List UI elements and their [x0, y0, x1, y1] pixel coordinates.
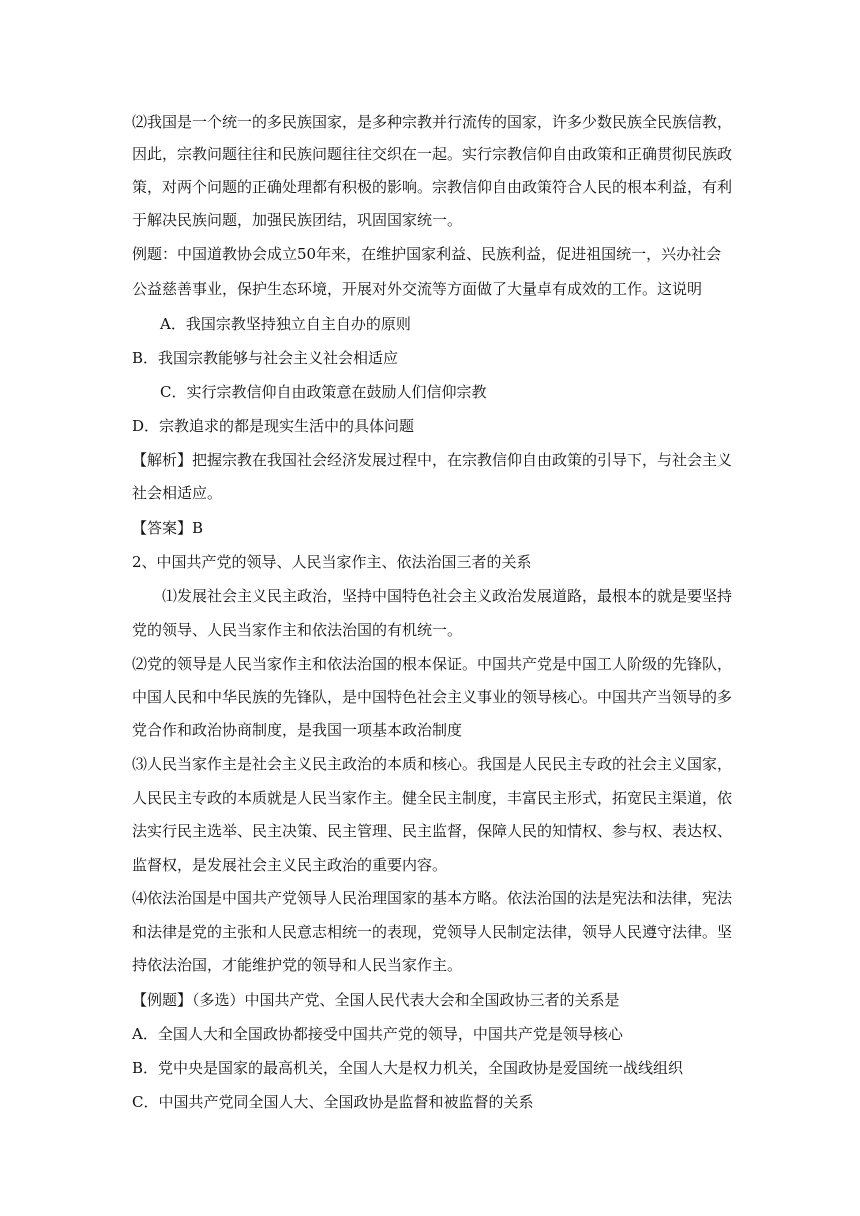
option-c: C．实行宗教信仰自由政策意在鼓励人们信仰宗教: [160, 383, 487, 401]
section-heading: 2、中国共产党的领导、人民当家作主、依法治国三者的关系: [132, 553, 532, 571]
text-line: 于解决民族问题，加强民族团结，巩固国家统一。: [132, 211, 463, 229]
option-d: D．宗教追求的都是现实生活中的具体问题: [132, 417, 415, 435]
option-c: C．中国共产党同全国人大、全国政协是监督和被监督的关系: [132, 1093, 534, 1111]
answer-text: 【答案】B: [132, 519, 204, 537]
analysis-text: 【解析】把握宗教在我国社会经济发展过程中，在宗教信仰自由政策的引导下，与社会主义: [132, 451, 733, 469]
text-line: ⑴发展社会主义民主政治，坚持中国特色社会主义政治发展道路，最根本的就是要坚持: [162, 587, 733, 605]
text-line: 中国人民和中华民族的先锋队，是中国特色社会主义事业的领导核心。中国共产当领导的多: [132, 688, 733, 706]
option-b: B．我国宗教能够与社会主义社会相适应: [132, 349, 399, 367]
option-b: B．党中央是国家的最高机关，全国人大是权力机关，全国政协是爱国统一战线组织: [132, 1059, 684, 1077]
option-a: A．全国人大和全国政协都接受中国共产党的领导，中国共产党是领导核心: [132, 1025, 623, 1043]
text-line: 例题：中国道教协会成立50年来，在维护国家利益、民族利益，促进祖国统一，兴办社会: [132, 245, 722, 263]
text-line: 社会相适应。: [132, 484, 223, 502]
text-line: ⑵我国是一个统一的多民族国家，是多种宗教并行流传的国家，许多少数民族全民族信教，: [132, 113, 733, 131]
text-line: 监督权，是发展社会主义民主政治的重要内容。: [132, 856, 448, 874]
text-line: 人民民主专政的本质就是人民当家作主。健全民主制度，丰富民主形式，拓宽民主渠道，依: [132, 789, 733, 807]
text-line: 因此，宗教问题往往和民族问题往往交织在一起。实行宗教信仰自由政策和正确贯彻民族政: [132, 145, 733, 163]
example-heading: 【例题】（多选）中国共产党、全国人民代表大会和全国政协三者的关系是: [132, 991, 620, 1009]
option-a: A．我国宗教坚持独立自主自办的原则: [160, 315, 411, 333]
text-line: 公益慈善事业，保护生态环境，开展对外交流等方面做了大量卓有成效的工作。这说明: [132, 280, 703, 298]
text-line: 党合作和政治协商制度，是我国一项基本政治制度: [132, 721, 463, 739]
text-line: 法实行民主选举、民主决策、民主管理、民主监督，保障人民的知情权、参与权、表达权、: [132, 822, 733, 840]
text-line: ⑵党的领导是人民当家作主和依法治国的根本保证。中国共产党是中国工人阶级的先锋队，: [132, 655, 733, 673]
text-line: 策，对两个问题的正确处理都有积极的影响。宗教信仰自由政策符合人民的根本利益，有利: [132, 178, 733, 196]
text-line: 和法律是党的主张和人民意志相统一的表现，党领导人民制定法律，领导人民遵守法律。坚: [132, 923, 733, 941]
text-line: ⑷依法治国是中国共产党领导人民治理国家的基本方略。依法治国的法是宪法和法律，宪法: [132, 889, 733, 907]
text-line: ⑶人民当家作主是社会主义民主政治的本质和核心。我国是人民民主专政的社会主义国家，: [132, 755, 733, 773]
text-line: 党的领导、人民当家作主和依法治国的有机统一。: [132, 621, 463, 639]
text-line: 持依法治国，才能维护党的领导和人民当家作主。: [132, 956, 463, 974]
